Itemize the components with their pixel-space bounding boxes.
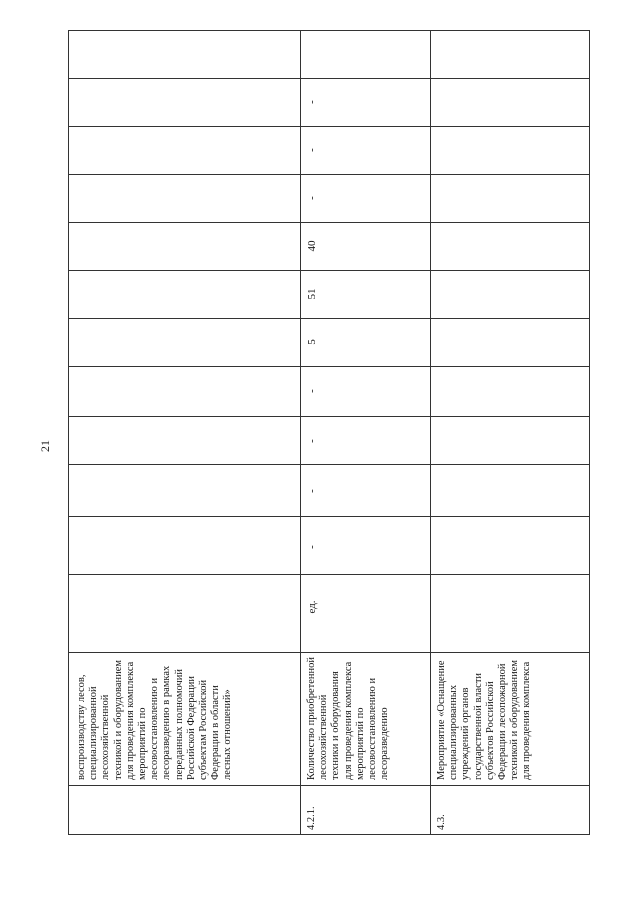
row-421-value: - <box>306 196 318 200</box>
column-divider <box>68 270 590 271</box>
page-number: 21 <box>38 440 52 452</box>
row-divider <box>430 30 431 835</box>
row-continuation-name-cell <box>76 656 266 780</box>
column-divider <box>68 574 590 575</box>
row-421-value: - <box>306 489 318 493</box>
column-divider <box>68 366 590 367</box>
column-divider <box>68 222 590 223</box>
column-divider <box>68 416 590 417</box>
row-421-value: - <box>306 545 318 549</box>
row-421-value: 40 <box>306 240 318 252</box>
row-421-value: - <box>306 100 318 104</box>
row-421-value: - <box>306 148 318 152</box>
column-divider <box>68 652 590 653</box>
row-43-num: 4.3. <box>436 814 447 830</box>
table-border-bottom <box>68 834 590 835</box>
table-border-right <box>589 30 590 835</box>
table-border-left <box>68 30 69 835</box>
row-43-num-cell <box>436 790 452 830</box>
row-divider <box>300 30 301 835</box>
row-421-value: - <box>306 389 318 393</box>
column-divider <box>68 174 590 175</box>
row-421-value: 51 <box>306 288 318 300</box>
row-421-name: Количество приобретенной лесохозяйственной техники и оборудования для проведения комплекса мероприятий по лесовосстановлению и лесоразведению <box>306 656 391 780</box>
row-43-name: Мероприятие «Оснащение специализированных учреждений органов государственной власти субъектов Российской Федерации лесопожарной техникой и оборудованием для проведения комплекса <box>436 659 533 780</box>
row-421-value: - <box>306 439 318 443</box>
column-divider <box>68 126 590 127</box>
column-divider <box>68 516 590 517</box>
row-43-name-cell <box>436 656 586 780</box>
column-divider <box>68 785 590 786</box>
column-divider <box>68 318 590 319</box>
table-border-top <box>68 30 590 31</box>
column-divider <box>68 78 590 79</box>
row-421-name-cell <box>306 656 426 780</box>
row-421-num-cell <box>306 790 322 830</box>
row-continuation-name: воспроизводству лесов, специализированной лесохозяйственной техникой и оборудованием для проведения комплекса мероприятий по лесовосстановлению и лесоразведению в рамках переданных полномочий Российской Федерации субъектам Российской Федерации в области лесных отношений» <box>76 659 234 780</box>
column-divider <box>68 464 590 465</box>
row-421-value: 5 <box>306 339 318 345</box>
row-421-num: 4.2.1. <box>306 806 317 830</box>
row-421-unit: ед. <box>306 600 318 614</box>
